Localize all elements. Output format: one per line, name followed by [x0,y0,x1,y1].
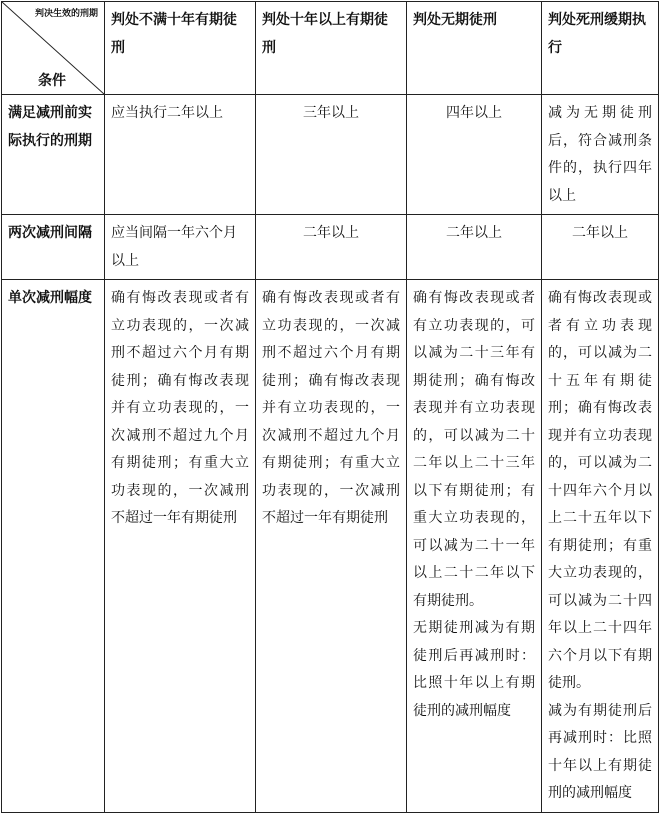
range-death-main-text: 确有悔改表现或者有立功表现的，可以减为二十五年有期徒刑；确有悔改表现并有立功表现的，可以减为二十四年六个月以上二十五年以下有期徒刑；有重大立功表现的，可以减为二十四年以上二十四年六个月以下有期徒刑。 [548,290,652,691]
row-header-min-served: 满足减刑前实际执行的刑期 [2,95,105,215]
range-death-extra-text: 减为有期徒刑后再减刑时：比照十年以上有期徒刑的减刑幅度 [548,702,652,801]
cell-range-life [407,280,542,813]
row-header-interval: 两次减刑间隔 [2,215,105,280]
column-header-over-ten-years: 判处十年以上有期徒刑 [256,2,407,95]
table-row [2,280,659,813]
header-row [2,2,659,95]
cell-interval-suspended-death: 二年以上 [542,215,659,280]
corner-top-label: 判决生效的刑期 [34,9,98,19]
column-header-life-imprisonment: 判处无期徒刑 [407,2,542,95]
cell-range-suspended-death [542,280,659,813]
range-life-main-text: 确有悔改表现或者有立功表现的，可以减为二十三年有期徒刑；确有悔改表现并有立功表现的，可以减为二十二年以上二十三年以下有期徒刑；有重大立功表现的，可以减为二十一年以上二十二年以下有期徒刑。 [413,290,535,609]
cell-min-served-over-ten: 三年以上 [256,95,407,215]
cell-interval-over-ten: 二年以上 [256,215,407,280]
column-header-suspended-death: 判处死刑缓期执行 [542,2,659,95]
sentence-reduction-table [1,1,659,813]
diagonal-corner-cell [2,2,105,95]
cell-min-served-life: 四年以上 [407,95,542,215]
cell-interval-under-ten: 应当间隔一年六个月以上 [105,215,256,280]
row-header-reduction-range: 单次减刑幅度 [2,280,105,813]
cell-range-over-ten: 确有悔改表现或者有立功表现的，一次减刑不超过六个月有期徒刑；确有悔改表现并有立功表现的，一次减刑不超过九个月有期徒刑；有重大立功表现的，一次减刑不超过一年有期徒刑 [256,280,407,813]
corner-bottom-label: 条件 [38,73,66,89]
table-row [2,95,659,215]
range-life-extra-text: 无期徒刑减为有期徒刑后再减刑时：比照十年以上有期徒刑的减刑幅度 [413,620,535,719]
cell-interval-life: 二年以上 [407,215,542,280]
table-row [2,215,659,280]
column-header-under-ten-years: 判处不满十年有期徒刑 [105,2,256,95]
cell-min-served-suspended-death: 减为无期徒刑后，符合减刑条件的，执行四年以上 [542,95,659,215]
cell-min-served-under-ten: 应当执行二年以上 [105,95,256,215]
cell-range-under-ten: 确有悔改表现或者有立功表现的，一次减刑不超过六个月有期徒刑；确有悔改表现并有立功表现的，一次减刑不超过九个月有期徒刑；有重大立功表现的，一次减刑不超过一年有期徒刑 [105,280,256,813]
